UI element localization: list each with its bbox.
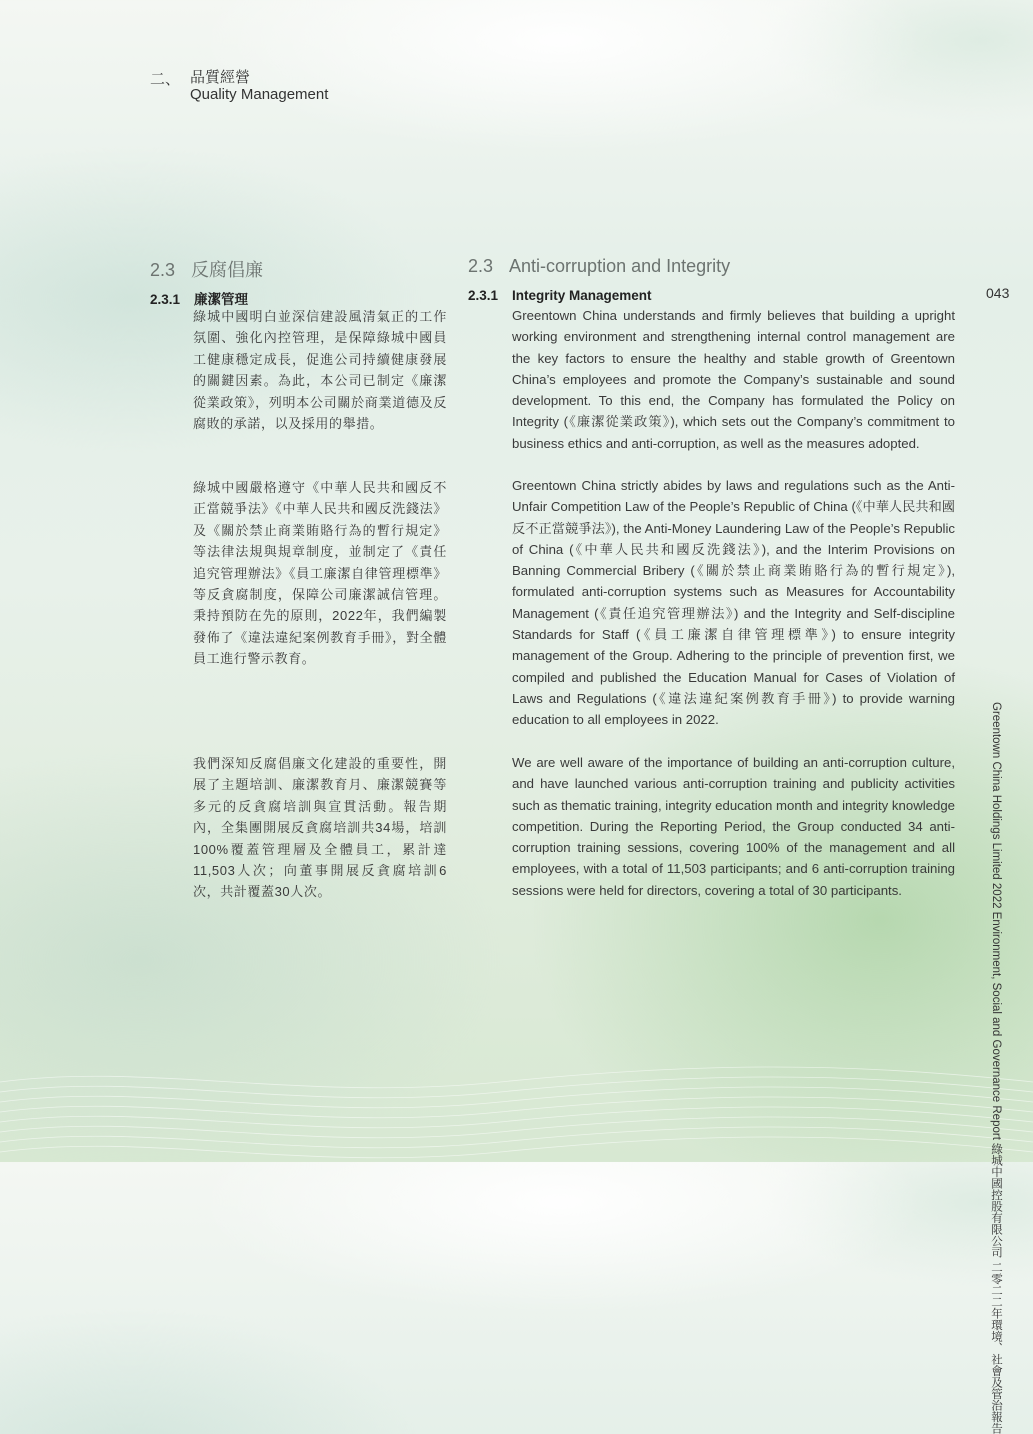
right-heading	[468, 256, 730, 277]
page-number: 043	[986, 285, 1010, 301]
right-heading-text: Anti-corruption and Integrity	[509, 256, 731, 276]
section-title-en: Quality Management	[190, 86, 329, 103]
right-subheading-text: Integrity Management	[512, 288, 652, 303]
right-paragraph-3: We are well aware of the importance of building an anti-corruption culture, and have launched various anti-corruption training and publicity activities such as thematic training, integrity education month and integrity knowledge competition. During the Reporting Period, the Group conducted 34 anti-corruption training sessions, covering 100% of the management and all employees, with a total of 11,503 participants; and 6 anti-corruption training sessions were held for directors, covering a total of 30 participants.	[512, 755, 955, 898]
right-paragraph-2: Greentown China strictly abides by laws and regulations such as the Anti-Unfair Competition Law of the People’s Republic of China (《中華人民共和國反不正當競爭法》), the Anti-Money Laundering Law of the People’s Republic of China (《中華人民共和國反洗錢法》), and the Interim Provisions on Banning Commercial Bribery (《關於禁止商業賄賂行為的暫行規定》), formulated anti-corruption systems such as Measures for Accountability Management (《責任追究管理辦法》) and the Integrity and Self-discipline Standards for Staff (《員工廉潔自律管理標準》) to ensure integrity management of the Group. Adhering to the principle of prevention first, we compiled and published the Education Manual for Cases of Violation of Laws and Regulations (《違法違紀案例教育手冊》) to provide warning education to all employees in 2022.	[512, 478, 955, 728]
section-title-zh: 品質經營	[190, 69, 251, 86]
side-report-caption: Greentown China Holdings Limited 2022 Environment, Social and Governance Report 綠城中國控股有限公司 二零二二年環境、社會及管治報告	[990, 702, 1002, 1434]
left-subheading	[150, 288, 248, 308]
left-paragraph-1: 綠城中國明白並深信建設風清氣正的工作氛圍、強化內控管理，是保障綠城中國員工健康穩定成長，促進公司持續健康發展的關鍵因素。為此，本公司已制定《廉潔從業政策》，列明本公司關於商業道德及反腐敗的承諾，以及採用的舉措。	[193, 309, 447, 432]
left-paragraph-3: 我們深知反腐倡廉文化建設的重要性，開展了主題培訓、廉潔教育月、廉潔競賽等多元的反貪腐培訓與宣貫活動。報告期內，全集團開展反貪腐培訓共34場，培訓100%覆蓋管理層及全體員工，累計達11,503人次；向董事開展反貪腐培訓6次，共計覆蓋30人次。	[193, 756, 447, 900]
left-heading-text: 反腐倡廉	[191, 260, 264, 280]
right-subheading-number: 2.3.1	[468, 288, 499, 303]
left-subheading-text: 廉潔管理	[194, 292, 248, 307]
left-heading-number: 2.3	[150, 260, 176, 280]
decorative-wave-pattern	[0, 1052, 1033, 1162]
right-paragraph-1: Greentown China understands and firmly believes that building a upright working environment and strengthening internal control management are the key factors to ensure the healthy and stable growth of Greentown China’s employees and promote the Company’s sustainable and sound development. To this end, the Company has formulated the Policy on Integrity (《廉潔從業政策》), which sets out the Company’s commitment to business ethics and anti-corruption, as well as the measures adopted.	[512, 308, 955, 451]
section-number: 二、	[150, 71, 181, 88]
left-subheading-number: 2.3.1	[150, 292, 181, 307]
left-heading	[150, 256, 263, 282]
right-subheading	[468, 288, 652, 303]
right-heading-number: 2.3	[468, 256, 494, 276]
left-paragraph-2: 綠城中國嚴格遵守《中華人民共和國反不正當競爭法》《中華人民共和國反洗錢法》及《關於禁止商業賄賂行為的暫行規定》等法律法規與規章制度，並制定了《責任追究管理辦法》《員工廉潔自律管理標準》等反貪腐制度，保障公司廉潔誠信管理。秉持預防在先的原則，2022年，我們編製發佈了《違法違紀案例教育手冊》，對全體員工進行警示教育。	[193, 480, 447, 667]
